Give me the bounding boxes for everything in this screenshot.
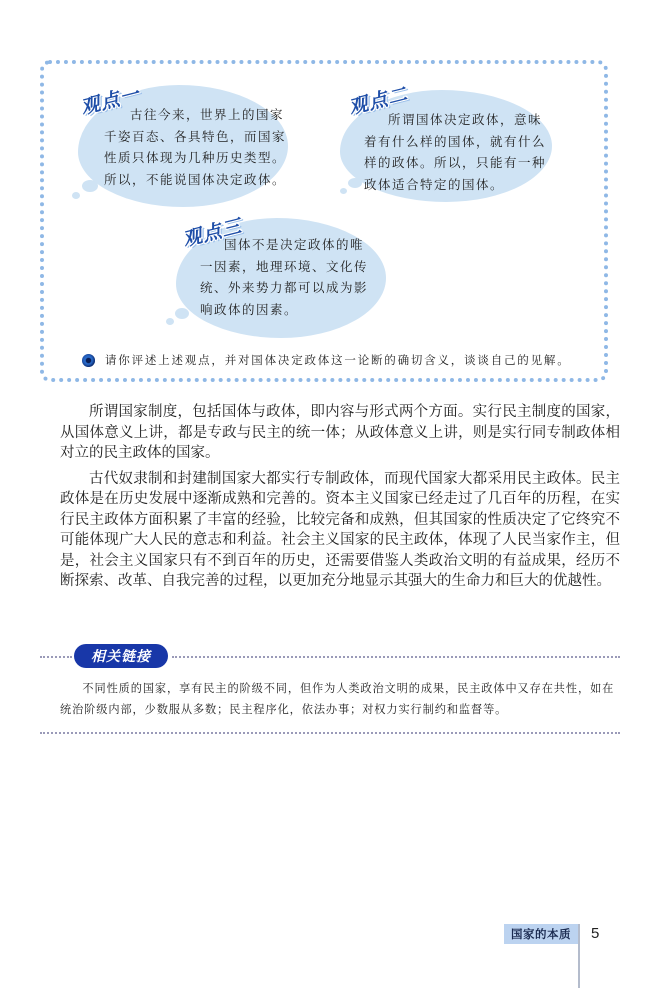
discussion-prompt (82, 352, 571, 368)
text-line: 样的政体。所以，只能有一种 (364, 155, 547, 170)
text-line: 性质只体现为几种历史类型。 (104, 150, 287, 165)
text-line: 着有什么样的国体，就有什么 (364, 133, 547, 149)
footer-divider (578, 924, 580, 988)
bubble-puff (82, 180, 98, 192)
bubble-puff (166, 318, 174, 325)
body-text (60, 402, 620, 592)
bubble-puff (348, 178, 362, 188)
paragraph: 古代奴隶制和封建制国家大都实行专制政体，而现代国家大都采用民主政体。民主政体是在历史发展中逐渐成熟和完善的。资本主义国家已经走过了几百年的历程，在实行民主政体方面积累了丰富的经验，比较完备和成熟，但其国家的性质决定了它终究不可能体现广大人民的意志和利益。社会主义国家的民主政体，体现了人民当家作主，但是，社会主义国家只有不到百年的历史，还需要借鉴人类政治文明的有益成果，经历不断探索、改革、自我完善的过程，以更加充分地显示其强大的生命力和巨大的优越性。 (60, 470, 620, 589)
text-line: 统、外来势力都可以成为影 (200, 280, 369, 295)
bubble-puff (175, 308, 189, 319)
page-number: 5 (591, 925, 600, 942)
text-line: 所谓国体决定政体，意味 (388, 112, 543, 127)
viewpoint-1-text (104, 104, 286, 190)
viewpoint-2-text (364, 109, 546, 195)
bubble-puff (340, 188, 347, 194)
text-line: 政体适合特定的国体。 (364, 176, 505, 192)
section-label: 国家的本质 (504, 924, 578, 944)
bubble-puff (72, 192, 80, 199)
paragraph: 所谓国家制度，包括国体与政体，即内容与形式两个方面。实行民主制度的国家，从国体意义上讲，都是专政与民主的统一体；从政体意义上讲，则是实行同专制政体相对立的民主政体的国家。 (60, 404, 620, 461)
text-line: 响政体的因素。 (200, 301, 299, 317)
viewpoint-3-title: 观点三 (180, 215, 245, 251)
text-line: 国体不是决定政体的唯 (224, 237, 365, 252)
related-link-badge: 相关链接 (74, 644, 168, 668)
prompt-text: 请你评述上述观点，并对国体决定政体这一论断的确切含义，谈谈自己的见解。 (105, 353, 571, 367)
text-line: 一因素，地理环境、文化传 (200, 258, 369, 274)
dotted-divider (172, 656, 620, 658)
bullet-disc-icon (82, 354, 95, 367)
text-line: 千姿百态、各具特色，而国家 (104, 128, 287, 144)
viewpoint-3-text (200, 234, 368, 320)
text-line: 古往今来，世界上的国家 (130, 107, 285, 122)
related-link-text (60, 678, 620, 720)
text-line: 所以，不能说国体决定政体。 (104, 171, 287, 187)
dotted-divider (40, 656, 72, 658)
paragraph: 不同性质的国家，享有民主的阶级不同，但作为人类政治文明的成果，民主政体中又存在共性，如在统治阶级内部，少数服从多数；民主程序化，依法办事；对权力实行制约和监督等。 (60, 682, 615, 716)
viewpoint-2-title: 观点二 (346, 83, 411, 119)
viewpoint-1-title: 观点一 (78, 83, 143, 119)
dotted-divider (40, 732, 620, 734)
